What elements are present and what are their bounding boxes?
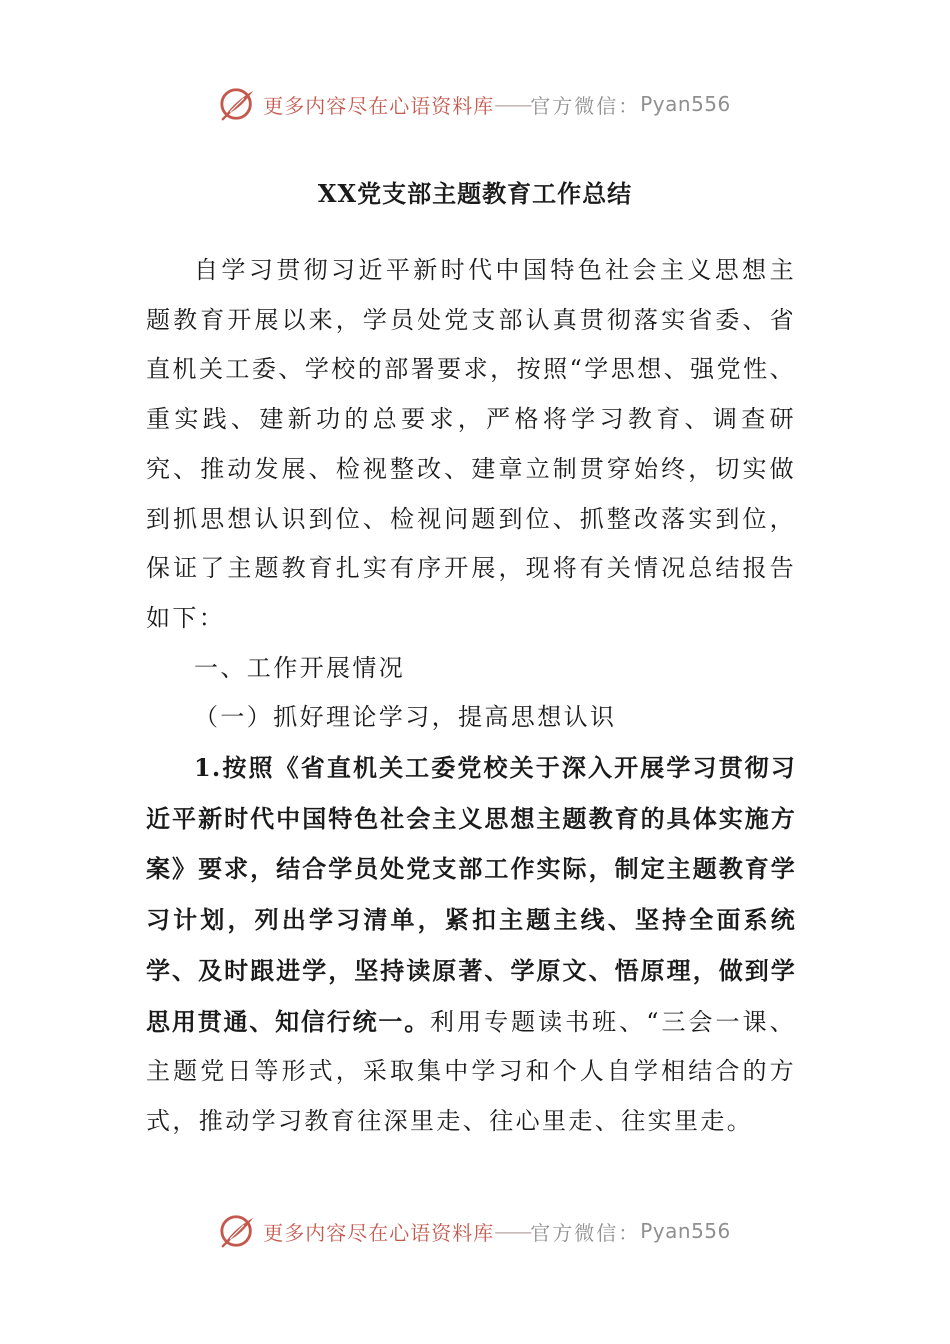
- document-title: XX党支部主题教育工作总结: [317, 179, 633, 208]
- watermark-label: 官方微信：: [530, 1220, 641, 1245]
- quill-logo-icon: [219, 85, 257, 123]
- watermark-label: 官方微信：: [530, 93, 641, 118]
- watermark-text: 更多内容尽在心语资料库: [263, 1220, 495, 1245]
- quill-logo-icon: [219, 1212, 257, 1250]
- watermark-handle: Pyan556: [640, 1219, 731, 1243]
- watermark-separator: ——: [494, 1219, 531, 1243]
- watermark-separator: ——: [494, 92, 531, 116]
- item-normal-text: 利用专题读书班、“三会一课、主题党日等形式，采取集中学习和个人自学相结合的方式，推动学习教育往深里走、往心里走、往实里走。: [146, 1007, 796, 1135]
- item-bold-text: 1.按照《省直机关工委党校关于深入开展学习贯彻习近平新时代中国特色社会主义思想主题教育的具体实施方案》要求，结合学员处党支部工作实际，制定主题教育学习计划，列出学习清单，紧扣主题主线、坚持全面系统学、及时跟进学，坚持读原著、学原文、悟原理，做到学思用贯通、知信行统一。: [146, 753, 796, 1036]
- document-body: [146, 246, 796, 1147]
- item-paragraph: [146, 743, 796, 1147]
- watermark-header: [0, 80, 950, 128]
- watermark-text: 更多内容尽在心语资料库: [263, 93, 495, 118]
- section-heading: 一、工作开展情况: [194, 653, 406, 682]
- intro-paragraph: 自学习贯彻习近平新时代中国特色社会主义思想主题教育开展以来，学员处党支部认真贯彻落实省委、省直机关工委、学校的部署要求，按照“学思想、强党性、重实践、建新功的总要求，严格将学习教育、调查研究、推动发展、检视整改、建章立制贯穿始终，切实做到抓思想认识到位、检视问题到位、抓整改落实到位，保证了主题教育扎实有序开展，现将有关情况总结报告如下：: [146, 256, 796, 632]
- watermark-footer: [0, 1207, 950, 1255]
- subsection-heading: （一）抓好理论学习，提高思想认识: [194, 703, 617, 732]
- watermark-handle: Pyan556: [640, 92, 731, 116]
